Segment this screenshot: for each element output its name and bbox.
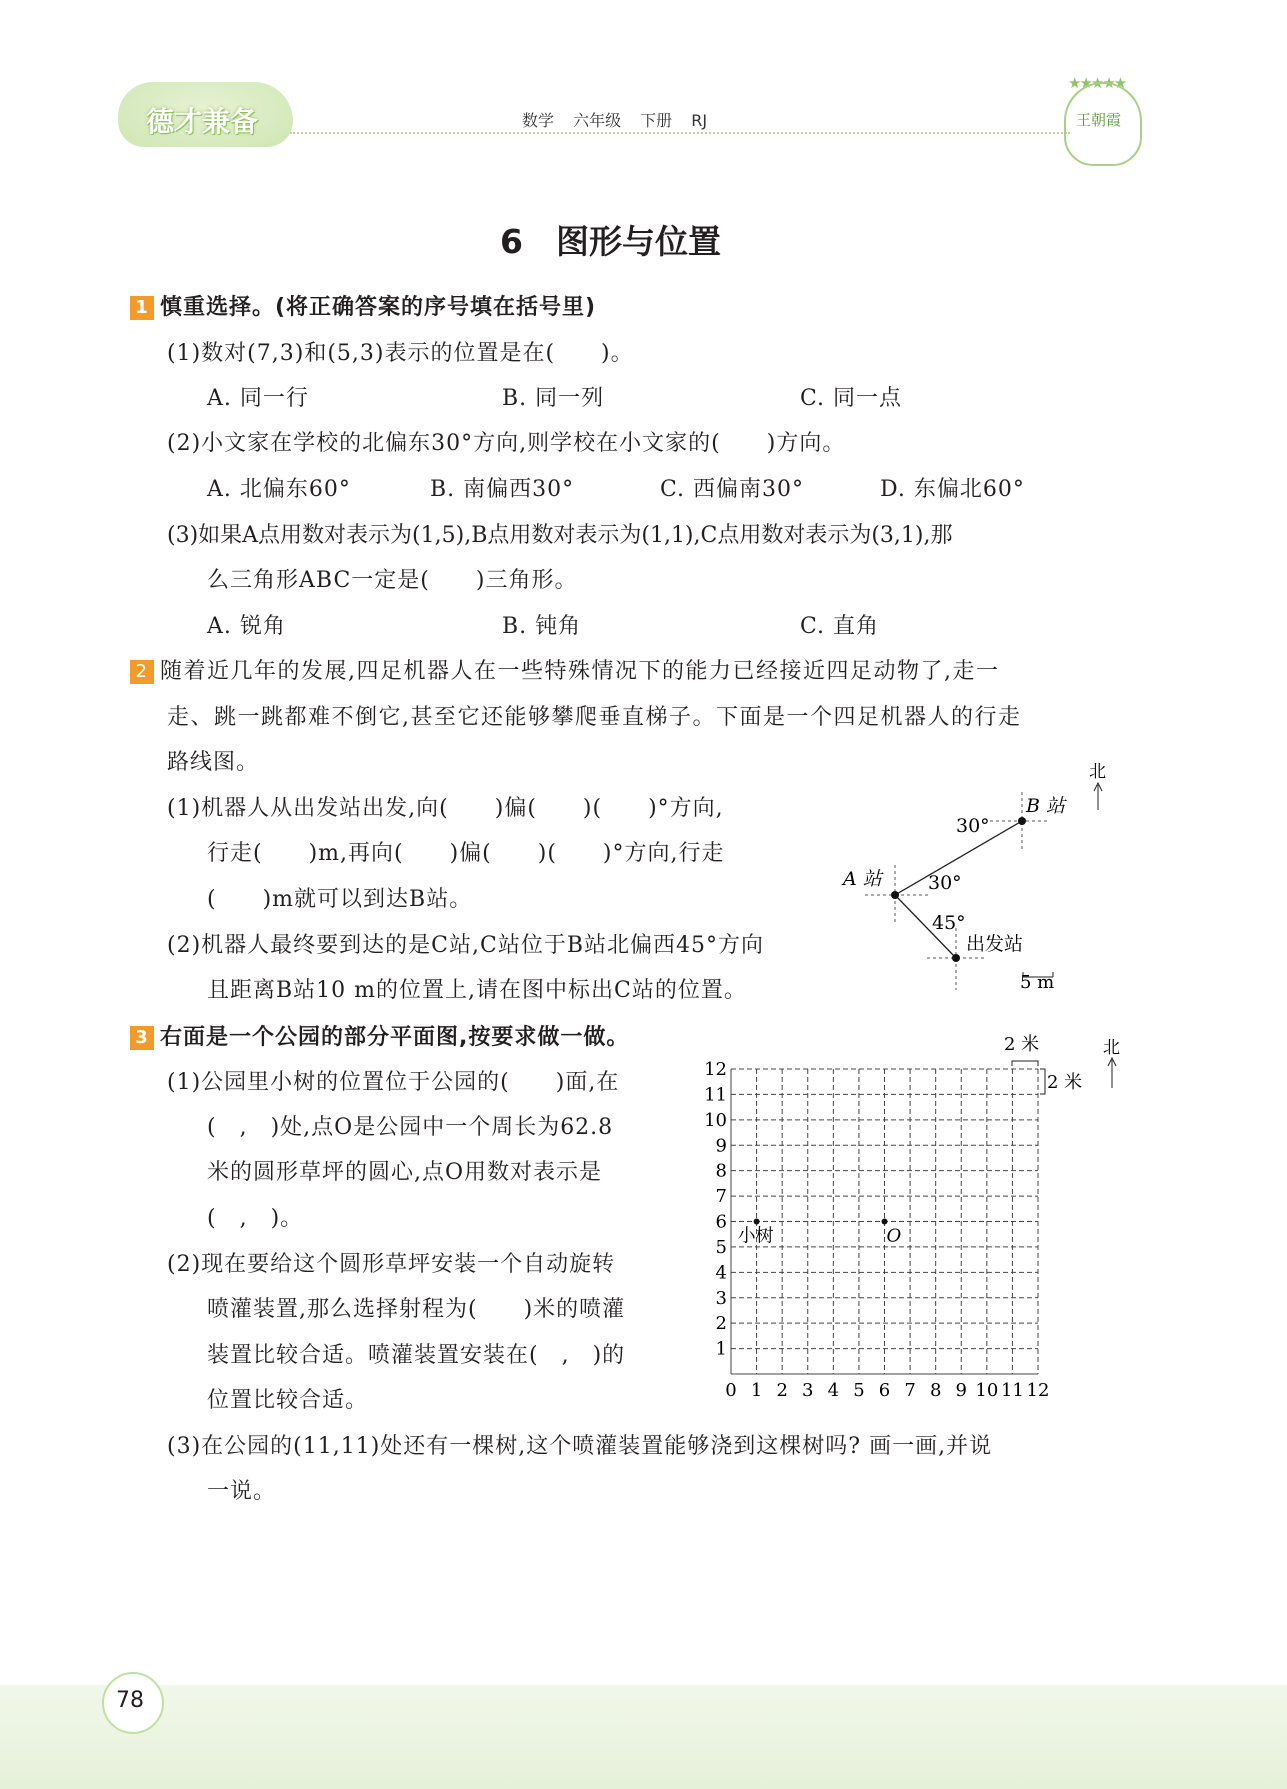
q3-p3-line-1: (3)在公园的(11,11)处还有一棵树,这个喷灌装置能够浇到这棵树吗? 画一画,并说 (167, 1434, 993, 1459)
stars-icon: ★★★★★ (1068, 74, 1126, 92)
q2-p1-line-1: (1)机器人从出发站出发,向( )偏( )( )°方向, (167, 796, 724, 821)
q1-p3-opt-a: A. 锐角 (207, 614, 286, 639)
start-station-label: 出发站 (966, 933, 1024, 955)
q1-p3: (3)如果A点用数对表示为(1,5),B点用数对表示为(1,1),C点用数对表示为(3,1),那 (167, 523, 953, 548)
q3-p2-line-3: 装置比较合适。喷灌装置安装在( , )的 (207, 1343, 626, 1368)
y-tick-label: 11 (704, 1084, 727, 1106)
q1-p1-opt-c: C. 同一点 (800, 386, 903, 411)
x-tick-label: 5 (853, 1380, 865, 1401)
north-label: 北 (1089, 762, 1106, 782)
angle-start-label: 45° (932, 912, 966, 934)
x-tick-label: 3 (802, 1380, 814, 1401)
q2-p2-line-1: (2)机器人最终要到达的是C站,C站位于B站北偏西45°方向 (167, 933, 764, 958)
y-tick-label: 2 (715, 1313, 727, 1335)
x-tick-label: 7 (904, 1380, 916, 1401)
q1-p2-opt-d: D. 东偏北60° (880, 477, 1025, 502)
q2-line-1: 2 随着近几年的发展,四足机器人在一些特殊情况下的能力已经接近四足动物了,走一 (130, 657, 1000, 687)
angle-b-label: 30° (956, 815, 990, 837)
q1-p3-opt-b: B. 钝角 (502, 614, 582, 639)
q2-line-3: 路线图。 (167, 750, 260, 775)
q1-p3-cont: 么三角形ABC一定是( )三角形。 (207, 568, 578, 593)
x-tick-label: 6 (878, 1380, 891, 1401)
q1-p1-opt-b: B. 同一列 (502, 386, 605, 411)
q3-p1-line-2: ( , )处,点O是公园中一个周长为62.8 (207, 1115, 614, 1140)
y-tick-label: 9 (715, 1135, 727, 1157)
x-tick-label: 8 (929, 1380, 942, 1401)
y-tick-label: 7 (715, 1186, 727, 1208)
grid-point-label: 小树 (737, 1225, 774, 1247)
y-tick-label: 10 (704, 1109, 727, 1131)
q1-p1: (1)数对(7,3)和(5,3)表示的位置是在( )。 (167, 341, 634, 366)
page-number: 78 (116, 1688, 144, 1713)
x-tick-label: 9 (955, 1380, 967, 1401)
q1-heading: 1 慎重选择。(将正确答案的序号填在括号里) (130, 293, 596, 323)
x-tick-label: 11 (1000, 1380, 1024, 1401)
q2-p1-line-2: 行走( )m,再向( )偏( )( )°方向,行走 (207, 841, 725, 866)
y-tick-label: 3 (715, 1287, 727, 1309)
footer-band (0, 1685, 1287, 1789)
q3-p1-line-1: (1)公园里小树的位置位于公园的( )面,在 (167, 1070, 620, 1095)
q3-heading: 3 右面是一个公园的部分平面图,按要求做一做。 (130, 1023, 629, 1053)
x-tick-label: 2 (776, 1380, 788, 1401)
grid-point (882, 1219, 888, 1225)
q1-p3-opt-c: C. 直角 (800, 614, 880, 639)
q3-p2-line-4: 位置比较合适。 (207, 1388, 369, 1413)
grid-point (754, 1219, 760, 1225)
q3-p3-line-2: 一说。 (207, 1479, 277, 1504)
q3-p2-line-1: (2)现在要给这个圆形草坪安装一个自动旋转 (167, 1252, 616, 1277)
y-tick-label: 8 (715, 1160, 727, 1182)
logo: 德才兼备 (118, 82, 293, 147)
scale-y-label: 2 米 (1047, 1072, 1083, 1093)
q3-p1-line-3: 米的圆形草坪的圆心,点O用数对表示是 (207, 1160, 603, 1185)
brand-badge: 王朝霞 (1064, 82, 1142, 166)
page-title: 6 图形与位置 (500, 222, 721, 261)
y-tick-label: 6 (715, 1211, 727, 1233)
x-tick-label: 4 (827, 1380, 840, 1401)
y-tick-label: 1 (715, 1338, 727, 1360)
x-tick-label: 12 (1026, 1380, 1050, 1401)
q1-p2: (2)小文家在学校的北偏东30°方向,则学校在小文家的( )方向。 (167, 431, 846, 456)
q3-p1-line-4: ( , )。 (207, 1206, 304, 1231)
grid-north-label: 北 (1103, 1038, 1120, 1058)
q3-p2-line-2: 喷灌装置,那么选择射程为( )米的喷灌 (207, 1297, 626, 1322)
q2-p1-line-3: ( )m就可以到达B站。 (207, 887, 473, 912)
angle-a-label: 30° (928, 872, 962, 894)
y-tick-label: 4 (715, 1262, 727, 1284)
y-tick-label: 5 (715, 1236, 727, 1258)
q1-p2-opt-c: C. 西偏南30° (660, 477, 805, 502)
grid-point-label: O (886, 1225, 902, 1247)
q1-p2-opt-a: A. 北偏东60° (207, 477, 351, 502)
a-station-label: A 站 (843, 868, 882, 890)
scale-x-label: 2 米 (1004, 1034, 1040, 1055)
x-tick-label: 1 (750, 1380, 763, 1401)
q2-p2-line-2: 且距离B站10 m的位置上,请在图中标出C站的位置。 (207, 978, 747, 1003)
scale-label: 5 m (1020, 972, 1055, 993)
y-tick-label: 12 (704, 1059, 727, 1080)
b-station-label: B 站 (1026, 795, 1066, 817)
q2-line-2: 走、跳一跳都难不倒它,甚至它还能够攀爬垂直梯子。下面是一个四足机器人的行走 (167, 705, 1022, 730)
x-tick-label: 10 (975, 1380, 999, 1401)
q1-p2-opt-b: B. 南偏西30° (430, 477, 575, 502)
subject-label: 数学 六年级 下册 RJ (522, 111, 708, 130)
q1-p1-opt-a: A. 同一行 (207, 386, 309, 411)
x-tick-label: 0 (725, 1380, 737, 1401)
